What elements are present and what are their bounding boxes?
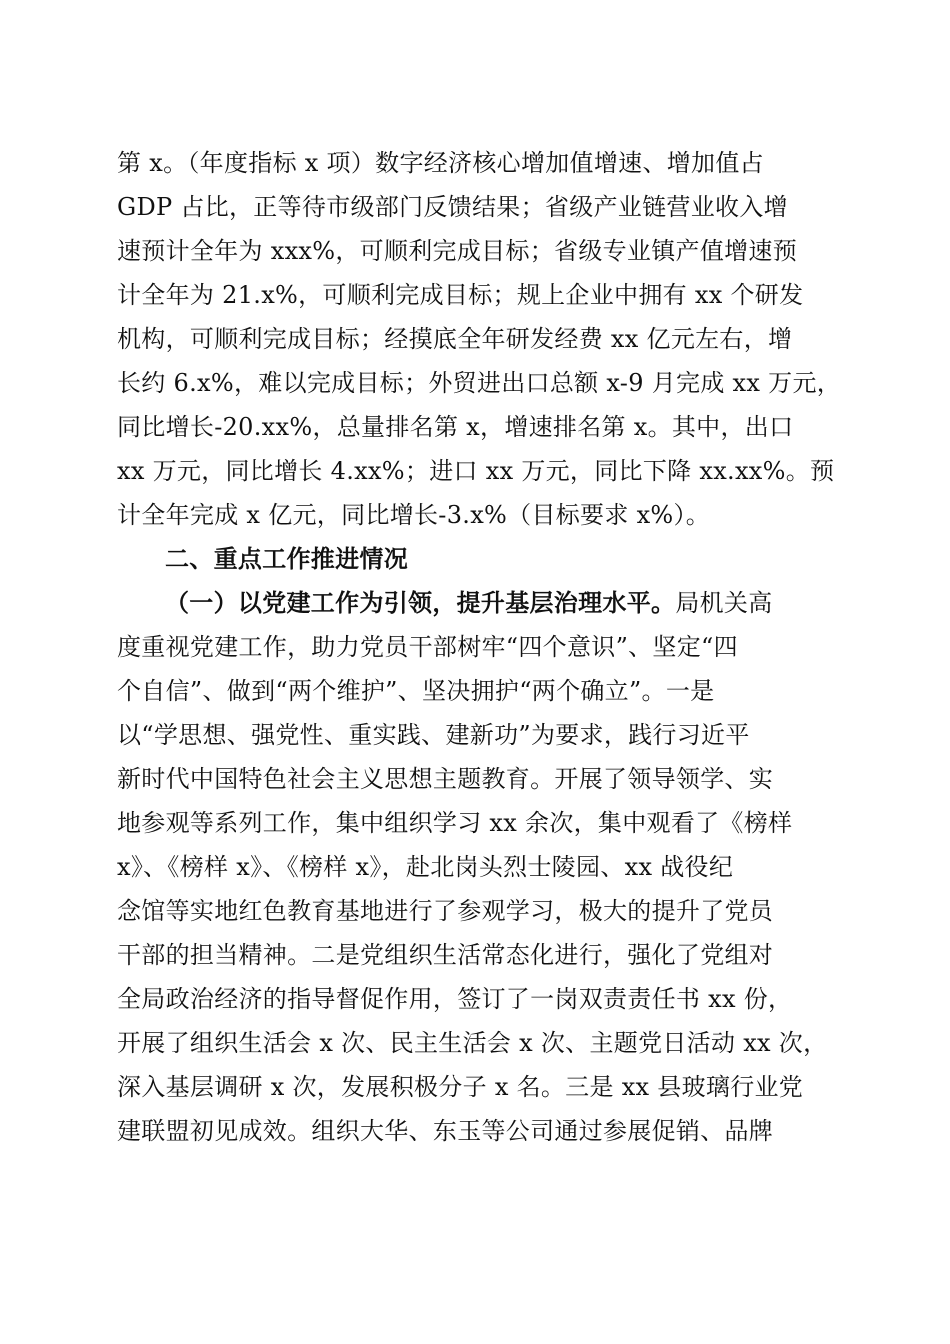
text-line: 地参观等系列工作，集中组织学习 xx 余次，集中观看了《榜样 [117,809,793,837]
text-line: GDP 占比，正等待市级部门反馈结果；省级产业链营业收入增 [117,193,788,221]
text-line: 以“学思想、强党性、重实践、建新功”为要求，践行习近平 [117,721,750,749]
document-body [117,141,842,1153]
section-heading: 二、重点工作推进情况 [165,545,408,573]
text-line: 计全年完成 x 亿元，同比增长-3.x%（目标要求 x%）。 [117,501,711,529]
text-line: 深入基层调研 x 次，发展积极分子 x 名。三是 xx 县玻璃行业党 [117,1073,804,1101]
text-line: 度重视党建工作，助力党员干部树牢“四个意识”、坚定“四 [117,633,738,661]
text-run: 局机关高 [675,589,773,617]
subsection-title: （一）以党建工作为引领，提升基层治理水平。 [165,588,676,617]
text-line: 长约 6.x%，难以完成目标；外贸进出口总额 x-9 月完成 xx 万元， [117,369,842,397]
text-line: 新时代中国特色社会主义思想主题教育。开展了领导领学、实 [117,765,774,793]
text-line: x》、《榜样 x》、《榜样 x》，赴北岗头烈士陵园、xx 战役纪 [117,853,734,881]
text-line: 第 x。（年度指标 x 项）数字经济核心增加值增速、增加值占 [117,149,764,177]
text-line: 个自信”、做到“两个维护”、坚决拥护“两个确立”。一是 [117,677,715,705]
text-line: 全局政治经济的指导督促作用，签订了一岗双责责任书 xx 份， [117,985,793,1013]
text-line: 机构，可顺利完成目标；经摸底全年研发经费 xx 亿元左右，增 [117,325,793,353]
text-line: 速预计全年为 xxx%，可顺利完成目标；省级专业镇产值增速预 [117,237,798,265]
text-line: 干部的担当精神。二是党组织生活常态化进行，强化了党组对 [117,941,774,969]
text-line: 念馆等实地红色教育基地进行了参观学习，极大的提升了党员 [117,897,774,925]
text-line: 同比增长-20.xx%，总量排名第 x，增速排名第 x。其中，出口 [117,413,794,441]
paragraph-2-first-line [117,581,829,625]
paragraph-1 [117,141,842,537]
text-line: 开展了组织生活会 x 次、民主生活会 x 次、主题党日活动 xx 次， [117,1029,828,1057]
text-line: 建联盟初见成效。组织大华、东玉等公司通过参展促销、品牌 [117,1117,774,1145]
text-line: xx 万元，同比增长 4.xx%；进口 xx 万元，同比下降 xx.xx%。预 [117,457,835,485]
paragraph-2 [117,581,829,1153]
text-line: 计全年为 21.x%，可顺利完成目标；规上企业中拥有 xx 个研发 [117,281,804,309]
